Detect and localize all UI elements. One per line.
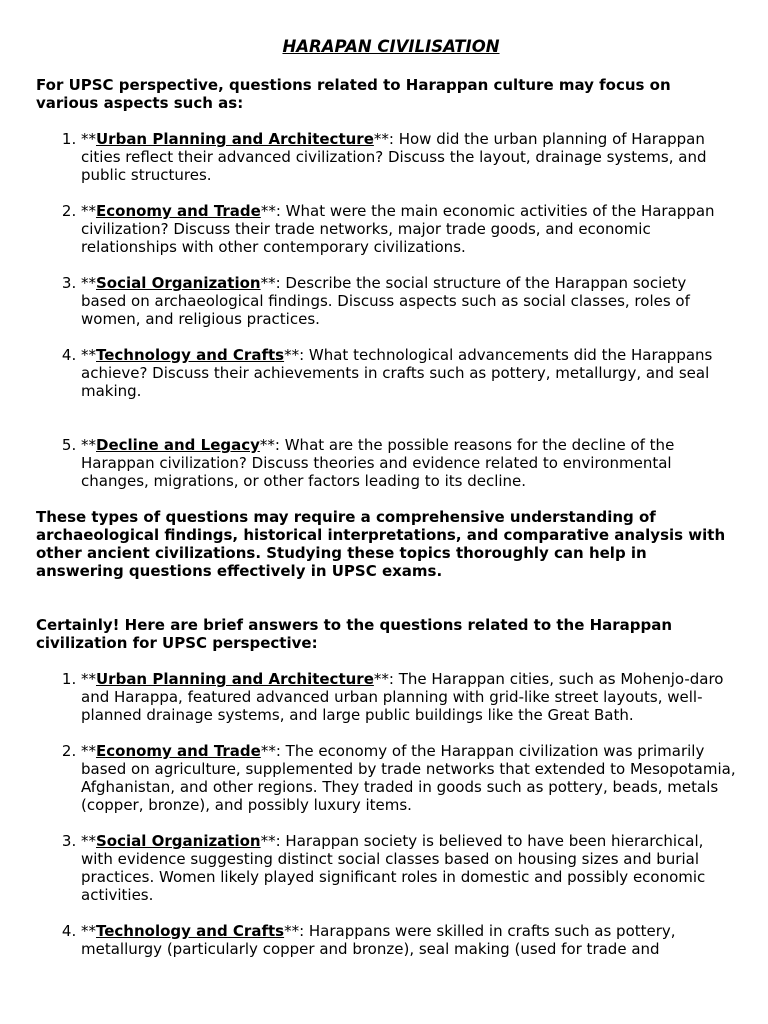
item-text: **: Harappans were skilled in crafts such as pottery, metallurgy (particularly copper and bronze), seal making (used for trade and xyxy=(81,922,676,958)
list-item xyxy=(81,130,736,184)
item-heading: Technology and Crafts xyxy=(96,346,285,364)
list-item xyxy=(81,202,736,256)
list-item xyxy=(81,832,736,904)
intro-paragraph: For UPSC perspective, questions related to Harappan culture may focus on various aspects such as: xyxy=(36,76,671,112)
item-text: **: Harappan society is believed to have been hierarchical, with evidence suggesting distinct social classes based on housing sizes and burial practices. Women likely played significant roles in domestic and possibly economic activities. xyxy=(81,832,706,904)
item-text: **: Describe the social structure of the Harappan society based on archaeological findings. Discuss aspects such as social classes, roles of women, and religious practices. xyxy=(81,274,690,328)
item-heading: Economy and Trade xyxy=(96,742,261,760)
item-text: **: The economy of the Harappan civilization was primarily based on agriculture, supplemented by trade networks that extended to Mesopotamia, Afghanistan, and other regions. They traded in goods such as pottery, beads, metals (copper, bronze), and possibly luxury items. xyxy=(81,742,736,814)
item-prefix: ** xyxy=(81,742,96,760)
item-prefix: ** xyxy=(81,922,96,940)
item-prefix: ** xyxy=(81,274,96,292)
document-title: HARAPAN CIVILISATION xyxy=(282,37,500,56)
list-item xyxy=(81,274,736,328)
item-text: **: What are the possible reasons for the decline of the Harappan civilization? Discuss theories and evidence related to environmental changes, migrations, or other factors leading to its decline. xyxy=(81,436,675,490)
item-heading: Urban Planning and Architecture xyxy=(96,670,374,688)
item-heading: Social Organization xyxy=(96,832,261,850)
item-heading: Urban Planning and Architecture xyxy=(96,130,374,148)
answers-intro-paragraph: Certainly! Here are brief answers to the questions related to the Harappan civilization for UPSC perspective: xyxy=(36,616,673,652)
item-text: **: How did the urban planning of Harappan cities reflect their advanced civilization? Discuss the layout, drainage systems, and public structures. xyxy=(81,130,707,184)
list-item xyxy=(81,742,736,814)
document-page xyxy=(36,37,736,976)
list-item xyxy=(81,922,736,958)
item-prefix: ** xyxy=(81,670,96,688)
item-prefix: ** xyxy=(81,130,96,148)
item-prefix: ** xyxy=(81,346,96,364)
item-prefix: ** xyxy=(81,436,96,454)
item-heading: Technology and Crafts xyxy=(96,922,285,940)
item-heading: Economy and Trade xyxy=(96,202,261,220)
paragraph-spacer xyxy=(36,580,736,616)
list-item xyxy=(81,436,736,490)
list-item xyxy=(81,346,736,400)
item-prefix: ** xyxy=(81,202,96,220)
answers-list xyxy=(36,670,736,958)
item-text: **: The Harappan cities, such as Mohenjo-daro and Harappa, featured advanced urban planning with grid-like street layouts, well-planned drainage systems, and large public buildings like the Great Bath. xyxy=(81,670,724,724)
item-heading: Social Organization xyxy=(96,274,261,292)
list-item xyxy=(81,670,736,724)
item-heading: Decline and Legacy xyxy=(96,436,260,454)
item-text: **: What were the main economic activities of the Harappan civilization? Discuss their trade networks, major trade goods, and economic relationships with other contemporary civilizations. xyxy=(81,202,715,256)
item-text: **: What technological advancements did the Harappans achieve? Discuss their achievements in crafts such as pottery, metallurgy, and seal making. xyxy=(81,346,713,400)
summary-paragraph: These types of questions may require a comprehensive understanding of archaeological findings, historical interpretations, and comparative analysis with other ancient civilizations. Studying these topics thoroughly can help in answering questions effectively in UPSC exams. xyxy=(36,508,726,580)
questions-list xyxy=(36,130,736,490)
item-prefix: ** xyxy=(81,832,96,850)
